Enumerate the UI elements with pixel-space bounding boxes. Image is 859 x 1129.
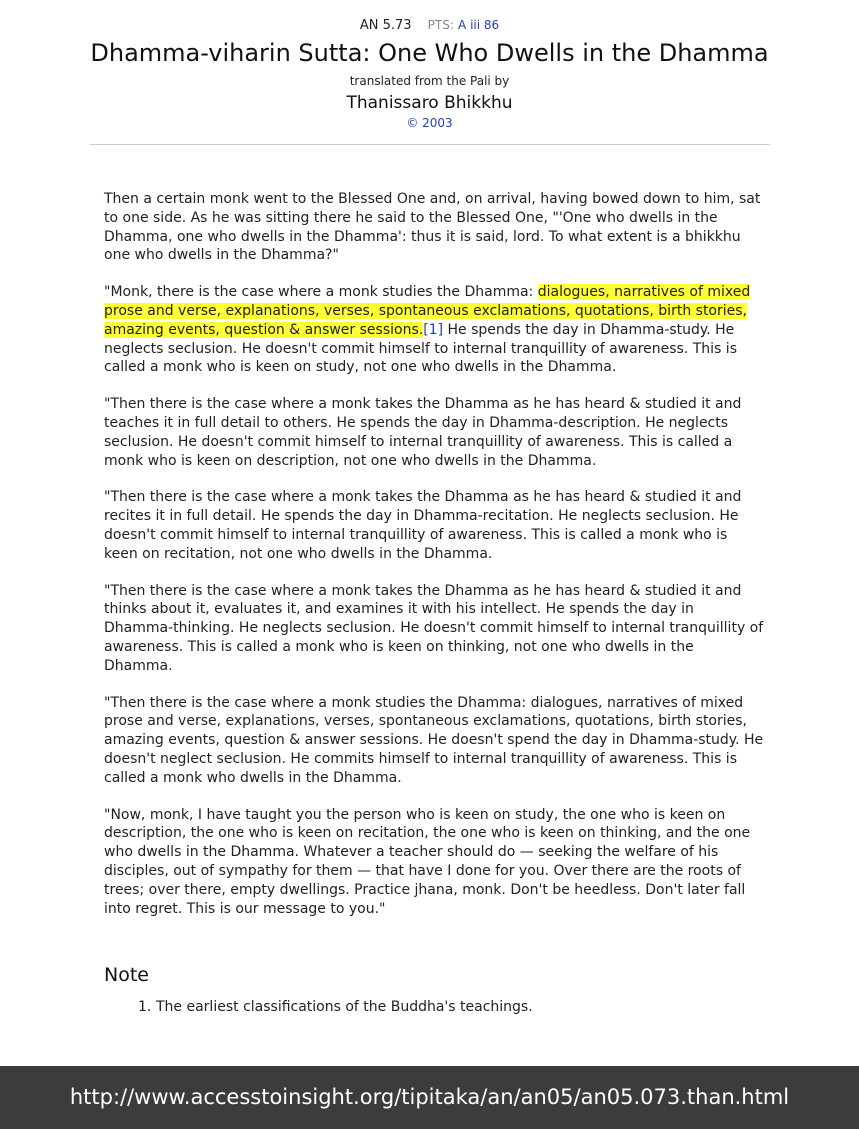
translated-from-label: translated from the Pali by	[349, 74, 510, 88]
url-bar: http://www.accesstoinsight.org/tipitaka/an/an05/an05.073.than.html	[0, 1066, 859, 1129]
paragraph-2-intro: "Monk, there is the case where a monk studies the Dhamma:	[104, 284, 538, 301]
note-number: 1.	[138, 999, 152, 1016]
pts-label: PTS:	[427, 18, 454, 32]
paragraph-2-rest: He spends the day in Dhamma-study. He neglects seclusion. He doesn't commit himself to internal tranquillity of awareness. This is called a monk who is keen on study, not one who dwells in the Dhamma.	[104, 321, 737, 376]
paragraph-6: "Then there is the case where a monk studies the Dhamma: dialogues, narratives of mixed prose and verse, explanations, verses, spontaneous exclamations, quotations, birth stories, amazing events, question & answer sessions. He doesn't spend the day in Dhamma-study. He doesn't neglect seclusion. He commits himself to internal tranquillity of awareness. This is called a monk who dwells in the Dhamma.	[104, 694, 764, 786]
translator-name: Thanissaro Bhikkhu	[346, 93, 513, 113]
highlighted-text: dialogues, narratives of mixed prose and verse, explanations, verses, spontaneous exclamations, quotations, birth stories, amazing events, question & answer sessions.	[104, 284, 751, 338]
paragraph-3: "Then there is the case where a monk takes the Dhamma as he has heard & studied it and teaches it in full detail to others. He spends the day in Dhamma-description. He neglects seclusion. He doesn't commit himself to internal tranquillity of awareness. This is called a monk who is keen on description, not one who dwells in the Dhamma.	[104, 396, 742, 469]
paragraph-4: "Then there is the case where a monk takes the Dhamma as he has heard & studied it and recites it in full detail. He spends the day in Dhamma-recitation. He neglects seclusion. He doesn't commit himself to internal tranquillity of awareness. This is called a monk who is keen on recitation, not one who dwells in the Dhamma.	[104, 489, 742, 562]
copyright-link[interactable]: © 2003	[406, 116, 453, 130]
paragraph-7: "Now, monk, I have taught you the person who is keen on study, the one who is keen on description, the one who is keen on recitation, the one who is keen on thinking, and the one who dwells in the Dhamma. Whatever a teacher should do — seeking the welfare of his disciples, out of sympathy for them — that have I done for you. Over there are the roots of trees; over there, empty dwellings. Practice jhana, monk. Don't be heedless. Don't later fall into regret. This is our message to you."	[104, 806, 751, 917]
reference-line	[0, 16, 859, 35]
header-divider	[90, 144, 770, 145]
pts-link[interactable]: A iii 86	[458, 18, 500, 32]
note-item	[138, 998, 859, 1016]
page-title: Dhamma-viharin Sutta: One Who Dwells in the Dhamma	[90, 39, 769, 67]
sutta-body	[104, 190, 764, 918]
paragraph-5: "Then there is the case where a monk takes the Dhamma as he has heard & studied it and thinks about it, evaluates it, and examines it with his intellect. He spends the day in Dhamma-thinking. He neglects seclusion. He doesn't commit himself to internal tranquillity of awareness. This is called a monk who is keen on thinking, not one who dwells in the Dhamma.	[104, 582, 764, 674]
footnote-link[interactable]: [1]	[423, 321, 444, 338]
paragraph-1: Then a certain monk went to the Blessed One and, on arrival, having bowed down to him, sat to one side. As he was sitting there he said to the Blessed One, "'One who dwells in the Dhamma, one who dwells in the Dhamma': thus it is said, lord. To what extent is a bhikkhu one who dwells in the Dhamma?"	[104, 191, 761, 264]
notes-heading: Note	[104, 964, 149, 987]
page-header	[0, 0, 859, 131]
paragraph-2	[104, 283, 764, 377]
note-text: The earliest classifications of the Buddha's teachings.	[156, 999, 533, 1016]
notes-list	[138, 998, 859, 1016]
sutta-reference: AN 5.73	[359, 18, 412, 33]
